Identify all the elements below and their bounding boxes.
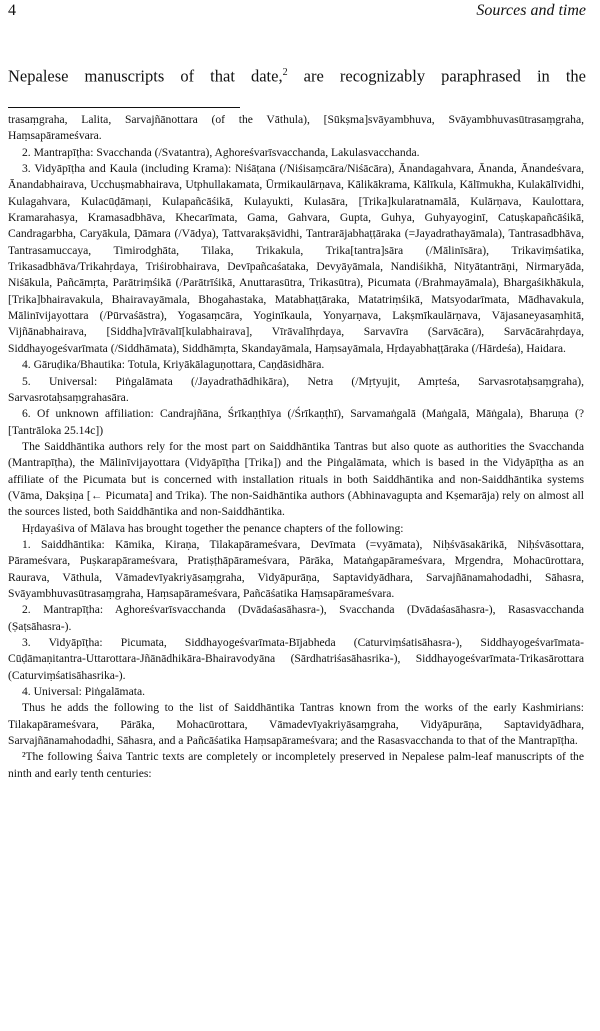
page-number: 4: [8, 2, 16, 19]
footnote-paragraph: ²The following Śaiva Tantric texts are completely or incompletely preserved in Nepalese palm-leaf manuscripts of the ninth and early tenth centuries:: [8, 750, 584, 780]
main-text-start: Nepalese manuscripts of that date,: [8, 66, 283, 86]
footnote-paragraph: The Saiddhāntika authors rely for the most part on Saiddhāntika Tantras but also quote as authorities the Svacchanda (Mantrapīṭha), the Mālinīvijayottara (Vidyāpīṭha [Trika]) and the Piṅgalāmata, which is based in the Vidyāpīṭha as an affiliate of the Picumata but is concerned with installation rituals in both Saiddhāntika and non-Saiddhāntika systems (Vāma, Dakṣiṇa [← Picumata] and Trika). The non-Saidhāntika authors (Abhinavagupta and Kṣemarāja) rely on almost all the sources listed, both Saiddhāntika and non-Saiddhāntika.: [8, 439, 584, 519]
running-title: Sources and time: [476, 2, 586, 19]
footnote-paragraph: 2. Mantrapīṭha: Aghoreśvarīsvacchanda (Dvādaśasāhasra-), Svacchanda (Dvādaśasāhasra-), Rasasvacchanda (Ṣaṭsāhasra-).: [8, 603, 584, 633]
footnote-marker: 2: [282, 67, 288, 78]
page-header: [8, 2, 586, 24]
footnote-paragraph: 4. Universal: Piṅgalāmata.: [22, 685, 145, 699]
footnote-paragraph: 5. Universal: Piṅgalāmata (/Jayadrathādhikāra), Netra (/Mṛtyujit, Amṛteśa, Sarvasrotaḥsaṃgraha), Sarvasrotaḥsaṃgrahasāra.: [8, 374, 584, 404]
footnote-paragraph: 2. Mantrapīṭha: Svacchanda (/Svatantra), Aghoreśvarīsvacchanda, Lakulasvacchanda.: [22, 145, 420, 159]
footnote-separator-rule: [8, 107, 240, 108]
footnote-paragraph: trasaṃgraha, Lalita, Sarvajñānottara (of the Vāthula), [Sūkṣma]svāyambhuva, Svāyambhuvasūtrasaṃgraha, Haṃsapārameśvara.: [8, 113, 584, 143]
footnote-paragraph: 6. Of unknown affiliation: Candrajñāna, Śrīkaṇṭhīya (/Śrīkaṇṭhī), Sarvamaṅgalā (Maṅgalā, Māṅgala), Bharuṇa (?[Tantrāloka 25.14c]): [8, 407, 584, 437]
footnote-paragraph: 3. Vidyāpīṭha and Kaula (including Krama): Niśāṭana (/Niśisaṃcāra/Niśācāra), Ānandagahvara, Ānanda, Ānandeśvara, Ānandabhairava, Ucchuṣmabhairava, Utphullakamata, Ūrmikaulārṇava, Kālikākrama, Kālīkula, Kālīmukha, Kulakālīvidhi, Kulagahvara, Kulacūḍāmaṇi, Kulapañcāśikā, Kulayukti, Kulasāra, [Trika]kularatnamālā, Kulārṇava, Kaulottara, Kramarahasya, Kramasadbhāva, Khecarīmata, Gama, Gahvara, Gupta, Guhya, Guhyayoginī, Catuṣkapañcāśikā, Candragarbha, Caryākula, Ḍāmara (/Vādya), Tattvarakṣāvidhi, Tantrarājabhaṭṭāraka (=Jayadrathayāmala), Tantrasadbhāva, Tantrasamuccaya, Timirodghāta, Tilaka, Trikakula, Trika[tantra]sāra (/Mālinīsāra), Trikaviṃśatika, Trikasadbhāva/Trikahṛdaya, Triśirobhairava, Devīpañcaśataka, Devyāyāmala, Nandiśikhā, Nityātantrāṇi, Nirmaryāda, Niśākula, Pañcāmṛta, Parātriṃśikā (/Parātrīśikā, Anuttarasūtra, Trikasūtra), Picumata (/Brahmayāmala), Bhargaśikhākula, [Trika]bhairavakula, Bhairavayāmala, Bhogahastaka, Matabhaṭṭāraka, Matatriṃśikā, Matsyodarīmata, Mādhavakula, Mālinīvijayottara (/Pūrvaśāstra), Yogasaṃcāra, Yoginīkaula, Yonyarṇava, Lakṣmīkaulārṇava, Vājasaneyasaṃhitā, Vijñānabhairava, [Siddha]vīrāvalī[kulabhairava], Vīrāvalīhṛdaya, Sarvavīra (Sarvācāra), Sarvācārahṛdaya, Siddhayogeśvarīmata (/Siddhāmata), Siddhāmṛta, Skandayāmala, Haṃsayāmala, Hṛdayabhaṭṭāraka (/Hārdeśa), Haidara.: [8, 162, 584, 355]
footnote-paragraph: 3. Vidyāpīṭha: Picumata, Siddhayogeśvarīmata-Bījabheda (Caturviṃśatisāhasra-), Siddhayogeśvarīmata-Cūḍāmaṇitantra-Uttarottara-Jñānādhikāra-Bhairavodyāna (Sārdhatriśasāhasrika-), Siddhayogeśvarīmata-Trikasārottara (Caturviṃśatisāhasrika-).: [8, 636, 584, 682]
main-text-line: [8, 62, 586, 88]
footnote-paragraph: 1. Saiddhāntika: Kāmika, Kiraṇa, Tilakapārameśvara, Devīmata (=vyāmata), Niḥśvāsakārikā, Niḥśvāsottara, Pārameśvara, Puṣkarapārameśvara, Pratiṣṭhāpārameśvara, Pārāka, Mataṅgapārameśvara, Mṛgendra, Mohacūrottara, Raurava, Vāthula, Vāmadevīyakriyāsaṃgraha, Vidyāpurāṇa, Saptavidyādhara, Sarvajñānamahodadhi, Sāhasra, Svāyambhuvasūtrasaṃgraha, Haṃsapārameśvara, Pañcāśatika Haṃsapārameśvara.: [8, 537, 584, 600]
main-text-end: are recognizably paraphrased in the: [287, 66, 587, 86]
footnote-paragraph: 4. Gāruḍika/Bhautika: Totula, Kriyākālaguṇottara, Caṇḍāsidhāra.: [22, 358, 325, 372]
footnotes: [8, 112, 584, 782]
footnote-paragraph: Hṛdayaśiva of Mālava has brought together the penance chapters of the following:: [22, 521, 404, 535]
footnote-paragraph: Thus he adds the following to the list of Saiddhāntika Tantras known from the works of the early Kashmirians: Tilakapārameśvara, Pārāka, Mohacūrottara, Vāmadevīyakriyāsaṃgraha, Vidyāpurāṇa, Saptavidyādhara, Sarvajñānamahodadhi, Sāhasra, and a Pañcāśatika Haṃsapārameśvara; and the Rasasvacchanda to that of the Mantrapīṭha.: [8, 701, 584, 748]
